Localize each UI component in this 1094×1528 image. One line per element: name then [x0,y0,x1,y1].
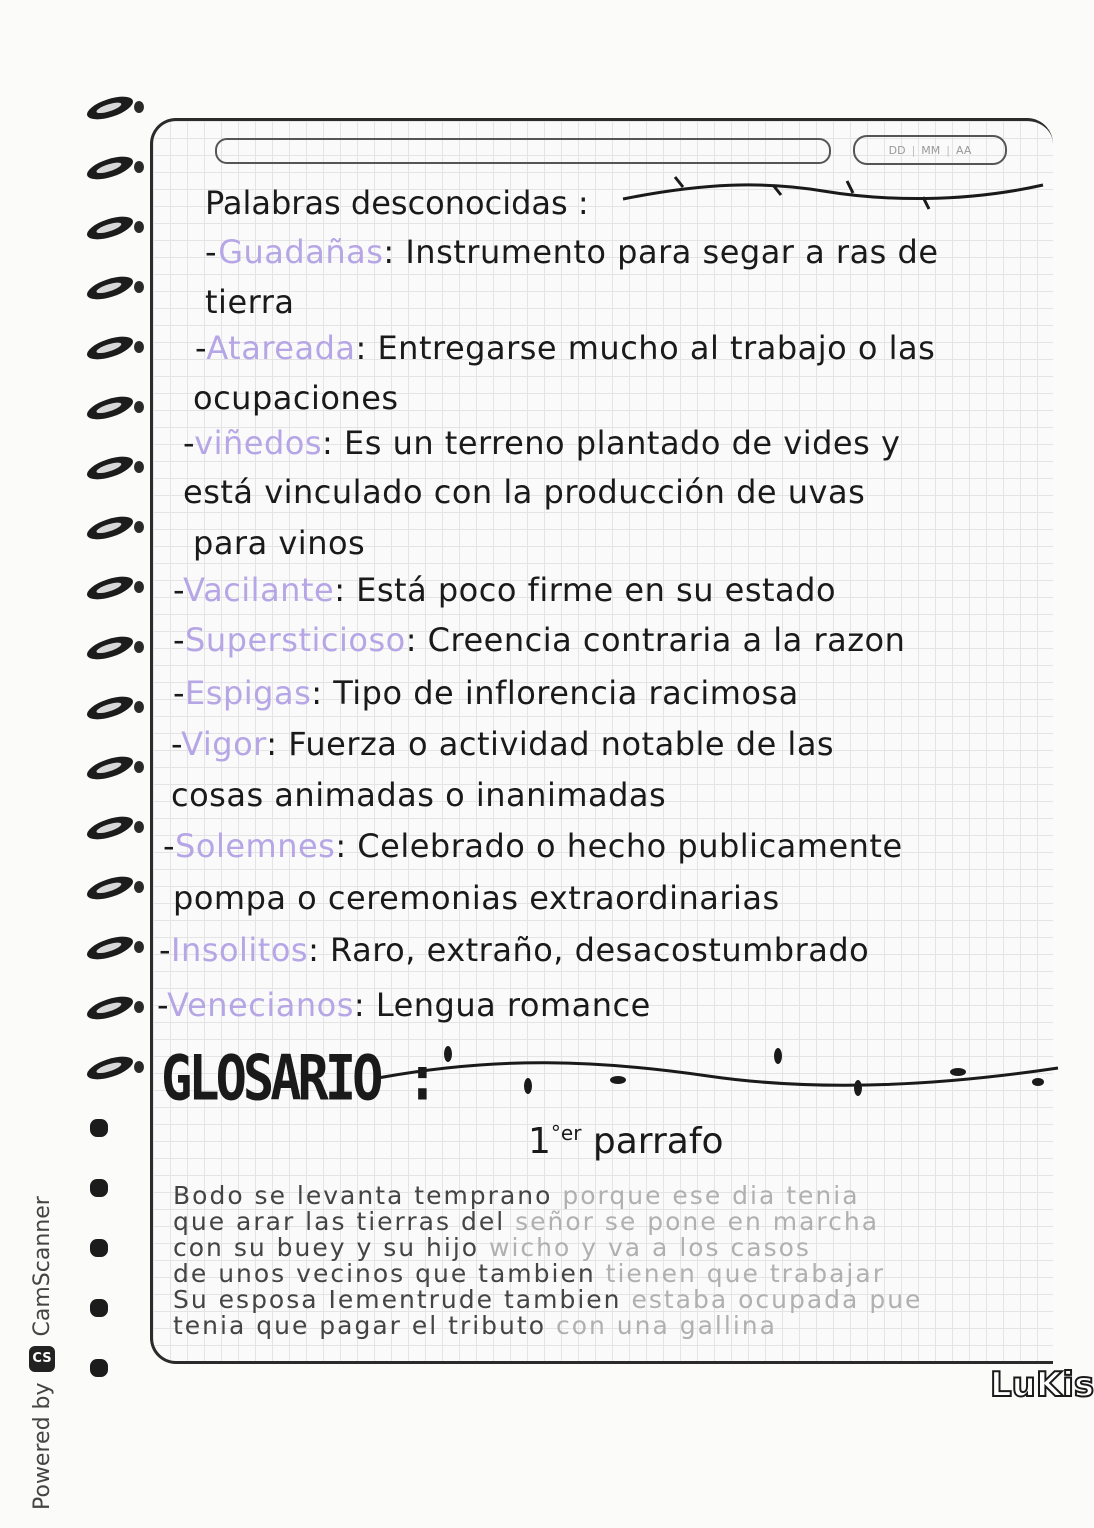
definition-text: para vinos [193,524,366,562]
spiral-ring [78,695,148,721]
spiral-ring [78,635,148,661]
spiral-ring [78,935,148,961]
definition-text: está vinculado con la producción de uvas [183,473,866,511]
definition-line [183,473,1053,511]
paragraph-title: $1^{^\circ er}$ parrafo [528,1121,724,1162]
paragraph-line: que arar las tierras del señor se pone en marcha [173,1207,880,1236]
definition-line [173,621,1053,659]
list-dash: - [173,674,186,712]
spiral-ring [78,395,148,421]
list-dash: - [195,329,207,367]
spiral-ring [78,1115,148,1141]
definition-text: : Celebrado o hecho publicamente [335,827,903,865]
definition-line [193,524,1053,562]
definition-text: : Entregarse mucho al trabajo o las [355,329,936,367]
definition-line [183,424,1053,462]
spiral-ring [78,1175,148,1201]
definition-text: cosas animadas o inanimadas [171,776,667,814]
definition-term: Solemnes [175,827,336,865]
date-month: MM [921,143,941,157]
paragraph-line: Su esposa Iementrude tambien estaba ocupada pue [173,1285,923,1314]
powered-by-text: Powered by [29,1382,55,1510]
spiral-binding [78,95,158,1415]
vine-decoration [623,171,1043,211]
spiral-ring [78,755,148,781]
list-dash: - [163,827,176,865]
spiral-ring [78,455,148,481]
definition-line [171,776,1053,814]
paragraph-line: de unos vecinos que tambien tienen que trabajar [173,1259,885,1288]
definition-term: Espigas [185,674,312,712]
camscanner-watermark [20,1180,64,1510]
list-dash: - [157,986,168,1024]
definition-text: : Es un terreno plantado de vides y [322,424,901,462]
spiral-ring [78,1295,148,1321]
definition-line [173,571,1053,609]
definition-text: : Lengua romance [353,986,651,1024]
camscanner-name: CamScanner [29,1196,55,1337]
signature-logo: LuKis [990,1365,1094,1405]
date-day: DD [888,143,906,157]
spiral-ring [78,95,148,121]
definition-term: Vacilante [183,571,335,609]
spiral-ring [78,995,148,1021]
definition-term: Supersticioso [185,621,406,659]
definition-line [157,986,1053,1024]
definition-text: tierra [205,283,295,321]
spiral-ring [78,1355,148,1381]
definition-text: : Raro, extraño, desacostumbrado [308,931,870,969]
list-dash: - [173,571,184,609]
paragraph-line: tenia que pagar el tributo con una gallina [173,1311,777,1340]
spiral-ring [78,815,148,841]
definition-line [171,725,1053,763]
definition-text: : Instrumento para segar a ras de [383,233,939,271]
vine-decoration [378,1046,1058,1096]
paragraph-line: Bodo se levanta temprano porque ese dia tenia [173,1181,860,1210]
definition-term: Venecianos [167,986,354,1024]
definition-line [205,233,1053,271]
paragraph-line: con su buey y su hijo wicho y va a los casos [173,1233,811,1262]
definition-line [159,931,1053,969]
spiral-ring [78,275,148,301]
list-dash: - [173,621,186,659]
spiral-ring [78,575,148,601]
date-year: AA [956,143,972,157]
definition-text: : Creencia contraria a la razon [405,621,906,659]
list-dash: - [205,233,219,271]
definition-term: Guadañas [218,233,384,271]
spiral-ring [78,215,148,241]
definition-line [173,879,1053,917]
section-heading: Palabras desconocidas : [205,184,589,222]
definition-term: viñedos [194,424,323,462]
definition-line [173,674,1053,712]
definition-text: : Tipo de inflorencia racimosa [311,674,799,712]
glosario-heading: GLOSARIO : [161,1043,435,1115]
list-dash: - [183,424,195,462]
date-field: DD | MM | AA [853,135,1007,165]
definition-text: : Fuerza o actividad notable de las [266,725,835,763]
definition-line [195,329,1053,367]
definition-term: Atareada [206,329,356,367]
list-dash: - [171,725,182,763]
spiral-ring [78,155,148,181]
definition-term: Insolitos [171,931,309,969]
notebook-page [150,118,1053,1364]
camscanner-logo-icon: CS [29,1346,55,1372]
definition-line [193,379,1053,417]
spiral-ring [78,515,148,541]
title-field [215,138,831,164]
definition-text: pompa o ceremonias extraordinarias [173,879,780,917]
definition-text: : Está poco firme en su estado [334,571,837,609]
list-dash: - [159,931,172,969]
spiral-ring [78,335,148,361]
spiral-ring [78,875,148,901]
paragraph-text [173,1183,1053,1339]
spiral-ring [78,1055,148,1081]
definition-text: ocupaciones [193,379,399,417]
definition-line [163,827,1053,865]
spiral-ring [78,1235,148,1261]
definition-term: Vigor [181,725,267,763]
definition-line [205,283,1053,321]
